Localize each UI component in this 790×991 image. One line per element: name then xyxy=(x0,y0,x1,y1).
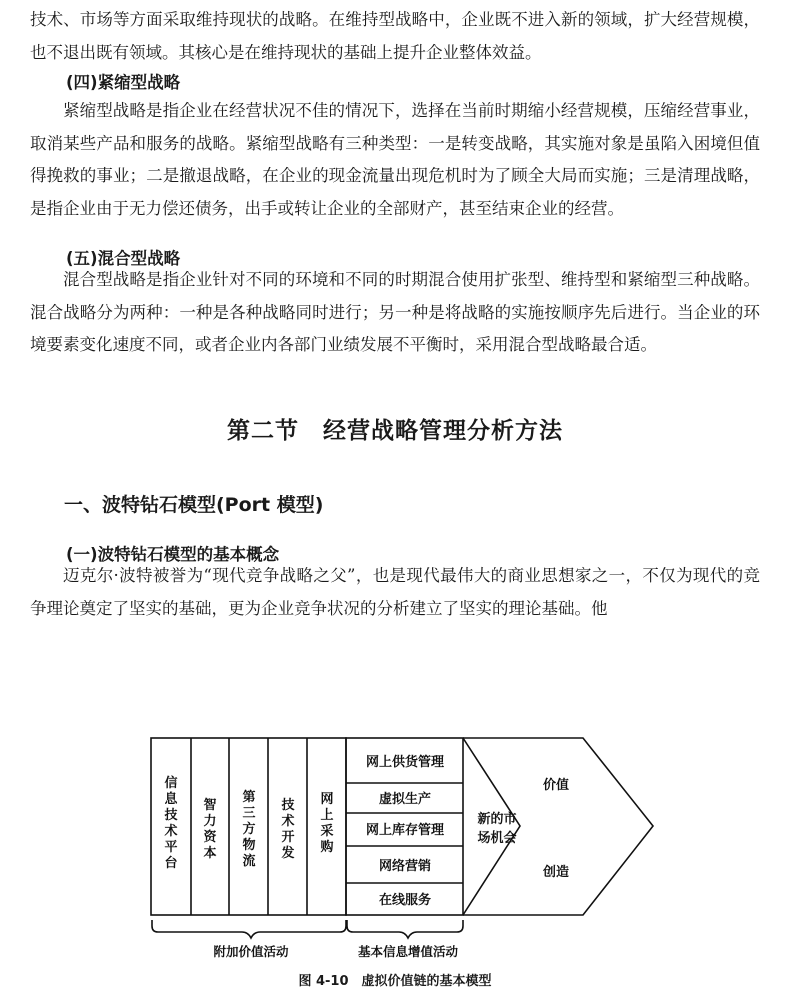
heading-mixed-strategy: (五)混合型战略 xyxy=(66,249,181,268)
column-label-intellectual-capital: 智力资本 xyxy=(203,798,217,861)
row-label-online-marketing: 网络营销 xyxy=(378,859,432,874)
basic-concept-paragraph: 迈克尔·波特被誉为“现代竞争战略之父”，也是现代最伟大的商业思想家之一，不仅为现代的竞争理论奠定了坚实的基础，更为企业竞争状况的分析建立了坚实的理论基础。他 xyxy=(30,566,760,618)
brace-left xyxy=(152,920,346,938)
heading-basic-concept: (一)波特钻石模型的基本概念 xyxy=(66,545,280,564)
column-label-online-procurement: 网上采购 xyxy=(320,792,334,855)
brace-label-additional-activities: 附加价值活动 xyxy=(213,944,289,959)
subsection-title: 一、波特钻石模型(Port 模型) xyxy=(64,494,324,516)
mixed-strategy-paragraph: 混合型战略是指企业针对不同的环境和不同的时期混合使用扩张型、维持型和紧缩型三种战略。混合战略分为两种：一种是各种战略同时进行；另一种是将战略的实施按顺序先后进行。当企业的环境要素变化速度不同，或者企业内各部门业绩发展不平衡时，采用混合型战略最合适。 xyxy=(30,270,760,354)
virtual-value-chain-diagram xyxy=(0,720,790,980)
brace-label-basic-activities: 基本信息增值活动 xyxy=(357,944,459,959)
brace-right xyxy=(347,920,463,938)
new-market-label-line1: 新的市 xyxy=(477,812,517,827)
row-label-supply-management: 网上供货管理 xyxy=(365,755,445,770)
column-label-tech-development: 技术开发 xyxy=(281,798,295,861)
row-label-online-service: 在线服务 xyxy=(378,893,432,908)
section-title: 第二节 经营战略管理分析方法 xyxy=(227,418,563,444)
column-label-third-party-logistics: 第三方物流 xyxy=(242,790,256,869)
contraction-strategy-paragraph: 紧缩型战略是指企业在经营状况不佳的情况下，选择在当前时期缩小经营规模，压缩经营事业，取消某些产品和服务的战略。紧缩型战略有三种类型：一是转变战略，其实施对象是虽陷入困境但值得挽救的事业；二是撤退战略，在企业的现金流量出现危机时为了顾全大局而实施；三是清理战略，是指企业由于无力偿还债务，出手或转让企业的全部财产，甚至结束企业的经营。 xyxy=(30,101,760,218)
row-label-virtual-production: 虚拟生产 xyxy=(378,792,432,807)
creation-label: 创造 xyxy=(542,865,570,880)
row-label-inventory-management: 网上库存管理 xyxy=(365,823,445,838)
new-market-label-line2: 场机会 xyxy=(477,831,517,846)
figure-caption: 图 4-10 虚拟价值链的基本模型 xyxy=(298,974,492,989)
heading-contraction-strategy: (四)紧缩型战略 xyxy=(66,73,181,92)
column-label-it-platform: 信息技术平台 xyxy=(164,776,178,871)
intro-paragraph: 技术、市场等方面采取维持现状的战略。在维持型战略中，企业既不进入新的领域，扩大经营规模，也不退出既有领域。其核心是在维持现状的基础上提升企业整体效益。 xyxy=(30,10,760,62)
value-label: 价值 xyxy=(542,778,570,793)
